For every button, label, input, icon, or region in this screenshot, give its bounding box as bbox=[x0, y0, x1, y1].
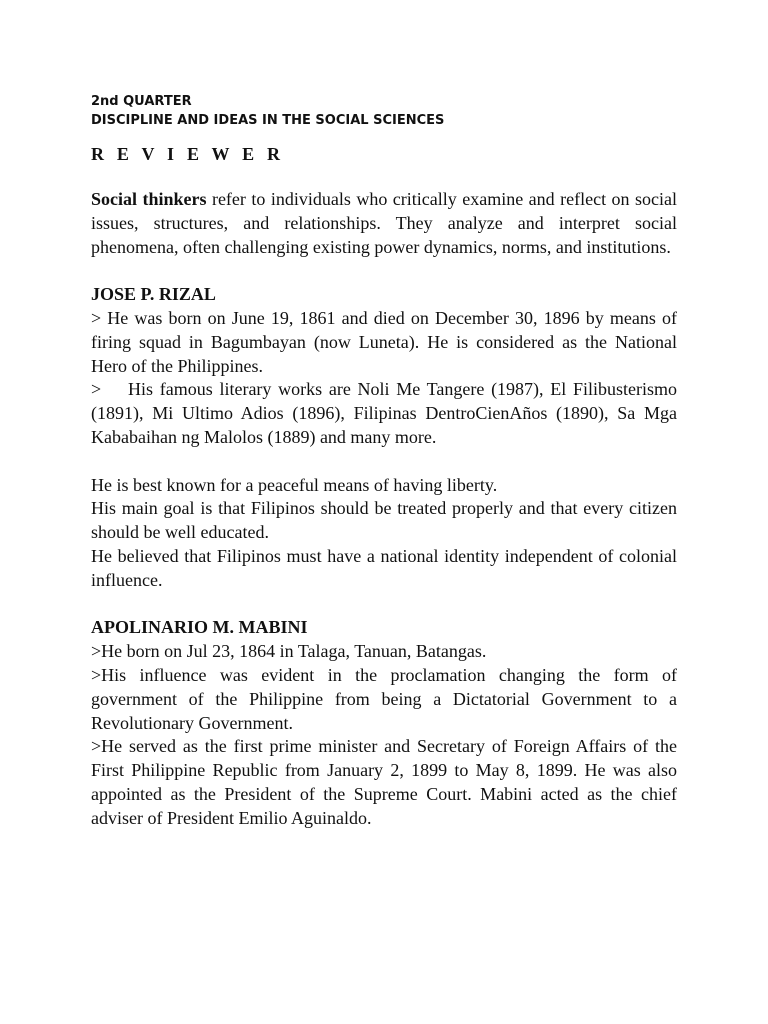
intro-lead-term: Social thinkers bbox=[91, 189, 207, 209]
intro-paragraph bbox=[91, 188, 677, 259]
rizal-works-paragraph: > His famous literary works are Noli Me Tangere (1987), El Filibusterismo (1891), Mi Ultimo Adios (1896), Filipinas DentroCienAños (1890), Sa Mga Kababaihan ng Malolos (1889) and many more. bbox=[91, 379, 682, 447]
spacer bbox=[91, 450, 677, 474]
rizal-goal-paragraph: His main goal is that Filipinos should be treated properly and that every citizen should be well educated. bbox=[91, 498, 677, 543]
rizal-heading: JOSE P. RIZAL bbox=[91, 284, 216, 305]
reviewer-title: R E V I E W E R bbox=[91, 144, 285, 164]
spacer bbox=[91, 259, 677, 283]
spacer bbox=[91, 593, 677, 617]
mabini-influence-paragraph: >His influence was evident in the proclamation changing the form of government of the Philippine from being a Dictatorial Government to a Revolutionary Government. bbox=[91, 664, 677, 733]
mabini-birth-paragraph: >He born on Jul 23, 1864 in Talaga, Tanuan, Batangas. bbox=[91, 641, 487, 662]
subject-title: DISCIPLINE AND IDEAS IN THE SOCIAL SCIENCES bbox=[91, 113, 445, 128]
spacer bbox=[91, 166, 677, 188]
mabini-heading: APOLINARIO M. MABINI bbox=[91, 617, 308, 638]
mabini-service-paragraph: >He served as the first prime minister and Secretary of Foreign Affairs of the First Philippine Republic from January 2, 1899 to May 8, 1899. He was also appointed as the President of the Supreme Court. Mabini acted as the chief adviser of President Emilio Aguinaldo. bbox=[91, 736, 677, 828]
document-body bbox=[91, 92, 682, 831]
rizal-identity-paragraph: He believed that Filipinos must have a national identity independent of colonial influence. bbox=[91, 545, 677, 590]
intro-text: refer to individuals who critically examine and reflect on social issues, structures, and relationships. They analyze and interpret social phenomena, often challenging existing power dynamics, norms, and institutions. bbox=[91, 189, 677, 257]
rizal-liberty-paragraph: He is best known for a peaceful means of having liberty. bbox=[91, 474, 498, 495]
quarter-label: 2nd QUARTER bbox=[91, 94, 192, 109]
rizal-birth-paragraph: > He was born on June 19, 1861 and died on December 30, 1896 by means of firing squad in Bagumbayan (now Luneta). He is considered as the National Hero of the Philippines. bbox=[91, 307, 677, 376]
